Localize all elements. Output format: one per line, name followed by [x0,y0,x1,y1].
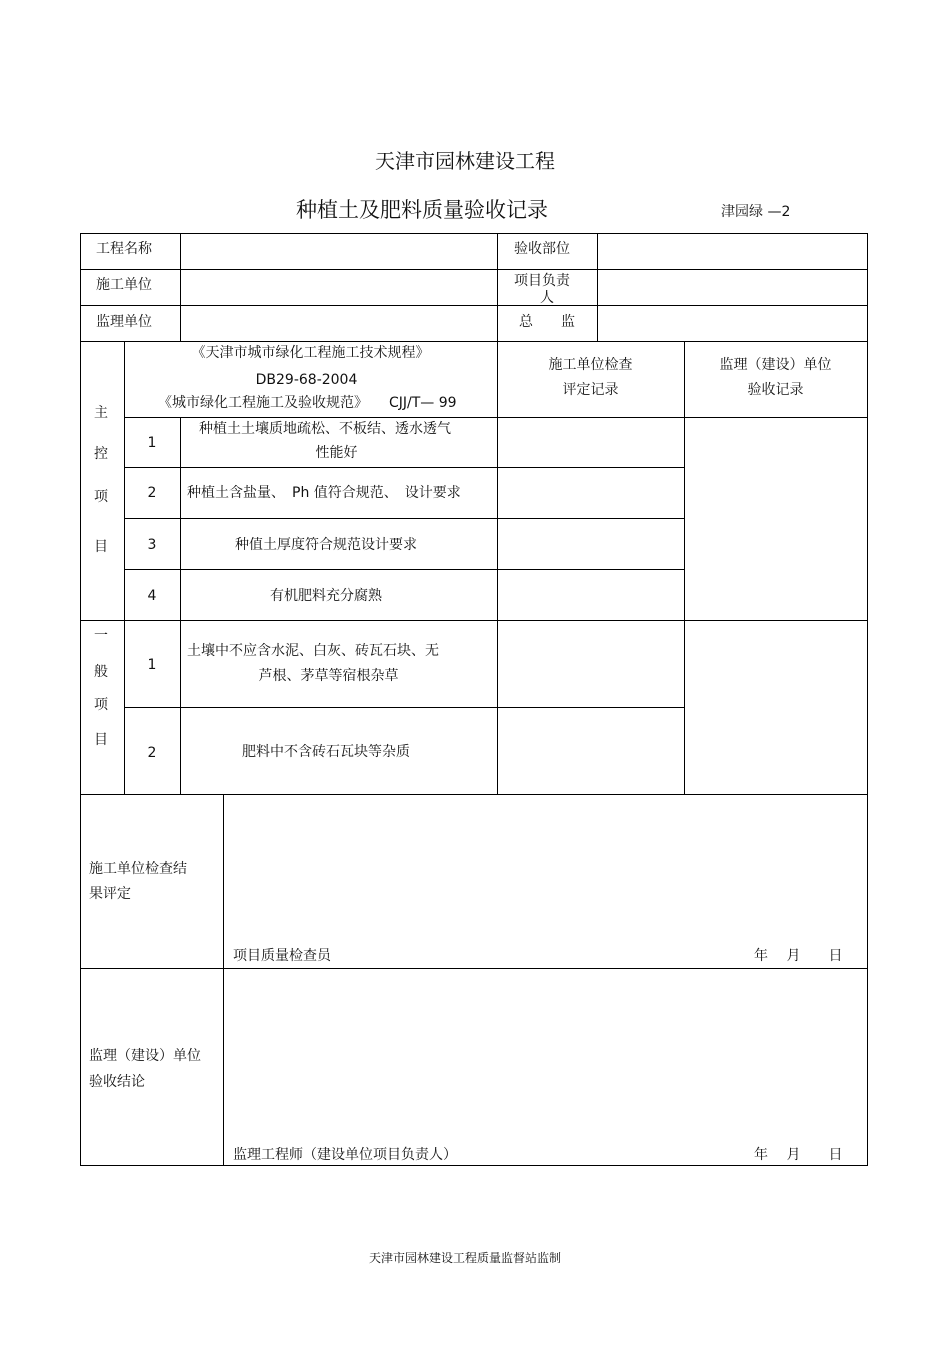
general-items-label-char: 项 [94,697,108,713]
general-items-label-char: 般 [94,664,108,680]
document-title: 天津市园林建设工程 [375,149,555,173]
main-item-number: 2 [147,485,157,501]
supervision-signer-label: 监理工程师（建设单位项目负责人） [233,1147,457,1163]
general-item-text: 肥料中不含砖石瓦块等杂质 [242,744,410,760]
supervision-result-label: 监理（建设）单位 [89,1048,201,1064]
main-item-number: 3 [147,537,157,553]
general-items-label-char: 一 [94,628,108,644]
footer-issuer: 天津市园林建设工程质量监督站监制 [368,1251,561,1265]
supervision-result-label-cont: 验收结论 [89,1074,145,1090]
main-items-label-char: 目 [94,539,108,555]
construction-unit-label: 施工单位 [96,277,152,293]
supervision-check-header-1: 监理（建设）单位 [719,357,832,373]
general-item-number: 1 [147,657,157,673]
main-item-text: 有机肥料充分腐熟 [270,588,382,604]
form-title: 种植土及肥料质量验收记录 [296,198,548,222]
construction-signer-label: 项目质量检查员 [233,948,331,964]
construction-check-header-1: 施工单位检查 [548,357,633,373]
standard-line-1: 《天津市城市绿化工程施工技术规程》 [191,345,430,361]
general-item-number: 2 [147,745,157,761]
general-items-label-char: 目 [94,732,108,748]
construction-result-label: 施工单位检查结 [89,861,187,877]
construction-date-label: 年 月 日 [754,948,843,964]
main-item-number: 4 [147,588,157,604]
main-items-label-char: 主 [94,405,108,421]
main-items-label-char: 控 [94,446,108,462]
project-name-label: 工程名称 [96,241,152,257]
main-item-text-cont: 性能好 [315,445,358,461]
construction-check-header-2: 评定记录 [562,382,619,398]
main-items-label-char: 项 [94,489,108,505]
standard-line-2: DB29-68-2004 [255,372,358,388]
project-leader-label-cont: 人 [540,290,554,306]
main-item-text: 种值土厚度符合规范设计要求 [235,537,417,553]
project-leader-label: 项目负责 [514,273,570,289]
supervision-check-header-2: 验收记录 [747,382,804,398]
supervision-unit-label: 监理单位 [96,314,152,330]
chief-supervisor-label: 总 监 [519,314,575,330]
supervision-date-label: 年 月 日 [754,1147,843,1163]
general-item-text: 土壤中不应含水泥、白灰、砖瓦石块、无 [187,643,439,659]
general-item-text-cont: 芦根、茅草等宿根杂草 [258,668,399,684]
main-item-text: 种植土含盐量、 Ph 值符合规范、 设计要求 [187,485,461,501]
standard-line-3: 《城市绿化工程施工及验收规范》 CJJ/T— 99 [158,395,457,411]
main-item-text: 种植土土壤质地疏松、不板结、透水透气 [199,421,451,437]
acceptance-part-label: 验收部位 [514,241,570,257]
main-item-number: 1 [147,435,157,451]
form-code: 津园绿 —2 [721,204,791,220]
construction-result-label-cont: 果评定 [89,886,131,902]
